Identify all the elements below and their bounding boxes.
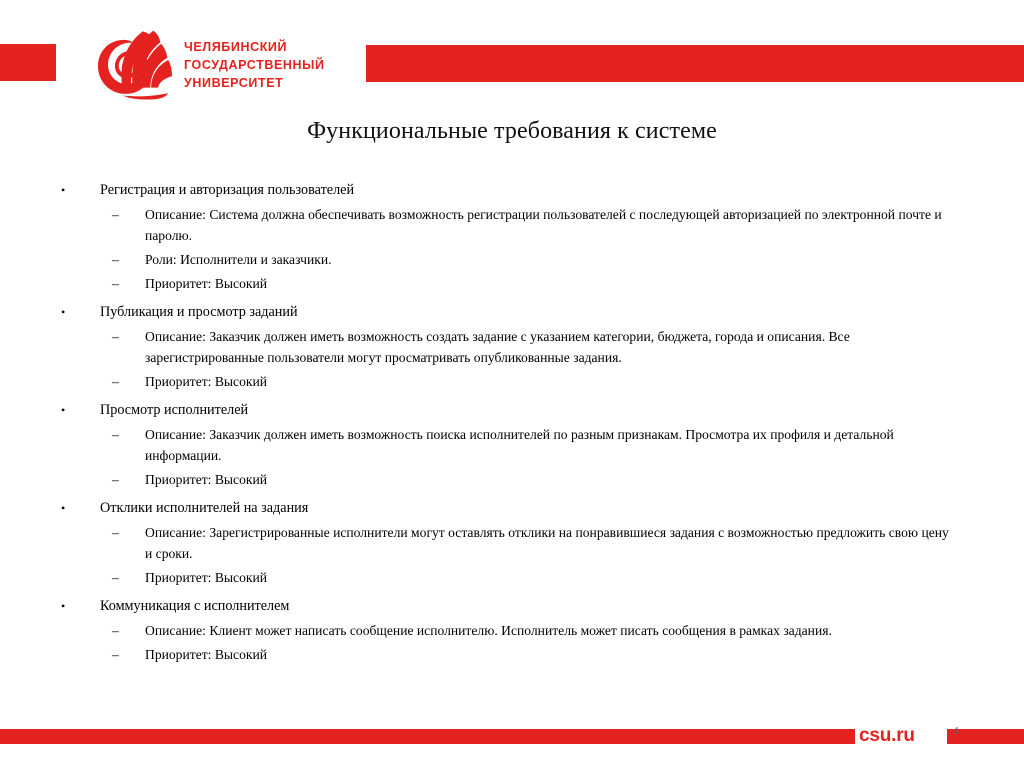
outline-level2-label: Приоритет: Высокий (145, 647, 268, 662)
page-title: Функциональные требования к системе (307, 118, 717, 144)
bullet-icon: • (61, 501, 66, 515)
header-accent-bar-left (0, 44, 56, 81)
bullet-icon: • (61, 183, 66, 197)
dash-icon: – (112, 207, 119, 222)
logo-line-1: ЧЕЛЯБИНСКИЙ (184, 40, 288, 54)
dash-icon: – (112, 570, 119, 585)
footer-accent-bar (0, 729, 855, 744)
outline-item-level1 (55, 301, 955, 323)
outline-level2-label: Приоритет: Высокий (145, 276, 268, 291)
outline-level2-label: Приоритет: Высокий (145, 570, 268, 585)
outline-item-level1 (55, 595, 955, 617)
outline-item-level2 (55, 249, 955, 270)
dash-icon: – (112, 252, 119, 267)
outline-level2-label: Описание: Зарегистрированные исполнители могут оставлять отклики на понравившиеся задания с возможностью предложить свою цену и сроки. (145, 525, 949, 561)
outline-level1-label: Публикация и просмотр заданий (100, 304, 298, 320)
outline-item-level1 (55, 497, 955, 519)
university-logo (96, 24, 358, 102)
outline-item-level2 (55, 644, 955, 665)
outline-level2-label: Роли: Исполнители и заказчики. (145, 252, 332, 267)
outline-level2-label: Описание: Клиент может написать сообщение исполнителю. Исполнитель может писать сообщения в рамках задания. (145, 623, 832, 638)
chelsu-shell-spiral-icon (96, 26, 174, 100)
outline-level1-label: Отклики исполнителей на задания (100, 500, 309, 516)
bullet-icon: • (61, 403, 66, 417)
outline-item-level2 (55, 371, 955, 392)
outline-item-level1 (55, 179, 955, 201)
header-accent-bar-right (366, 45, 1024, 82)
dash-icon: – (112, 374, 119, 389)
outline-item-level2 (55, 522, 955, 564)
outline-item-level2 (55, 326, 955, 368)
dash-icon: – (112, 276, 119, 291)
dash-icon: – (112, 427, 119, 442)
slide-header (0, 0, 1024, 108)
dash-icon: – (112, 623, 119, 638)
outline-list (55, 179, 955, 665)
outline-item-level2 (55, 620, 955, 641)
outline-item-level2 (55, 204, 955, 246)
outline-item-level2 (55, 469, 955, 490)
outline-item-level2 (55, 567, 955, 588)
logo-line-3: УНИВЕРСИТЕТ (184, 76, 284, 90)
bullet-icon: • (61, 305, 66, 319)
dash-icon: – (112, 525, 119, 540)
outline-item-level2 (55, 273, 955, 294)
outline-item-level1 (55, 399, 955, 421)
outline-level1-label: Просмотр исполнителей (100, 402, 249, 418)
logo-line-2: ГОСУДАРСТВЕННЫЙ (184, 58, 325, 72)
outline-level2-label: Описание: Заказчик должен иметь возможность поиска исполнителей по разным признакам. Просмотра их профиля и детальной информации. (145, 427, 894, 463)
footer-website-url: csu.ru (859, 725, 915, 746)
outline-level1-label: Регистрация и авторизация пользователей (100, 182, 355, 198)
dash-icon: – (112, 472, 119, 487)
outline-level2-label: Описание: Заказчик должен иметь возможность создать задание с указанием категории, бюджета, города и описания. Все зарегистрированные пользователи могут просматривать опубликованные задания. (145, 329, 850, 365)
outline-item-level2 (55, 424, 955, 466)
slide-footer (0, 724, 1024, 746)
dash-icon: – (112, 329, 119, 344)
university-logo-text (184, 35, 325, 91)
dash-icon: – (112, 647, 119, 662)
page-number: 4 (953, 725, 959, 737)
bullet-icon: • (61, 599, 66, 613)
outline-level2-label: Приоритет: Высокий (145, 374, 268, 389)
outline-level2-label: Приоритет: Высокий (145, 472, 268, 487)
outline-level2-label: Описание: Система должна обеспечивать возможность регистрации пользователей с последующей авторизацией по электронной почте и паролю. (145, 207, 942, 243)
outline-level1-label: Коммуникация с исполнителем (100, 598, 290, 614)
